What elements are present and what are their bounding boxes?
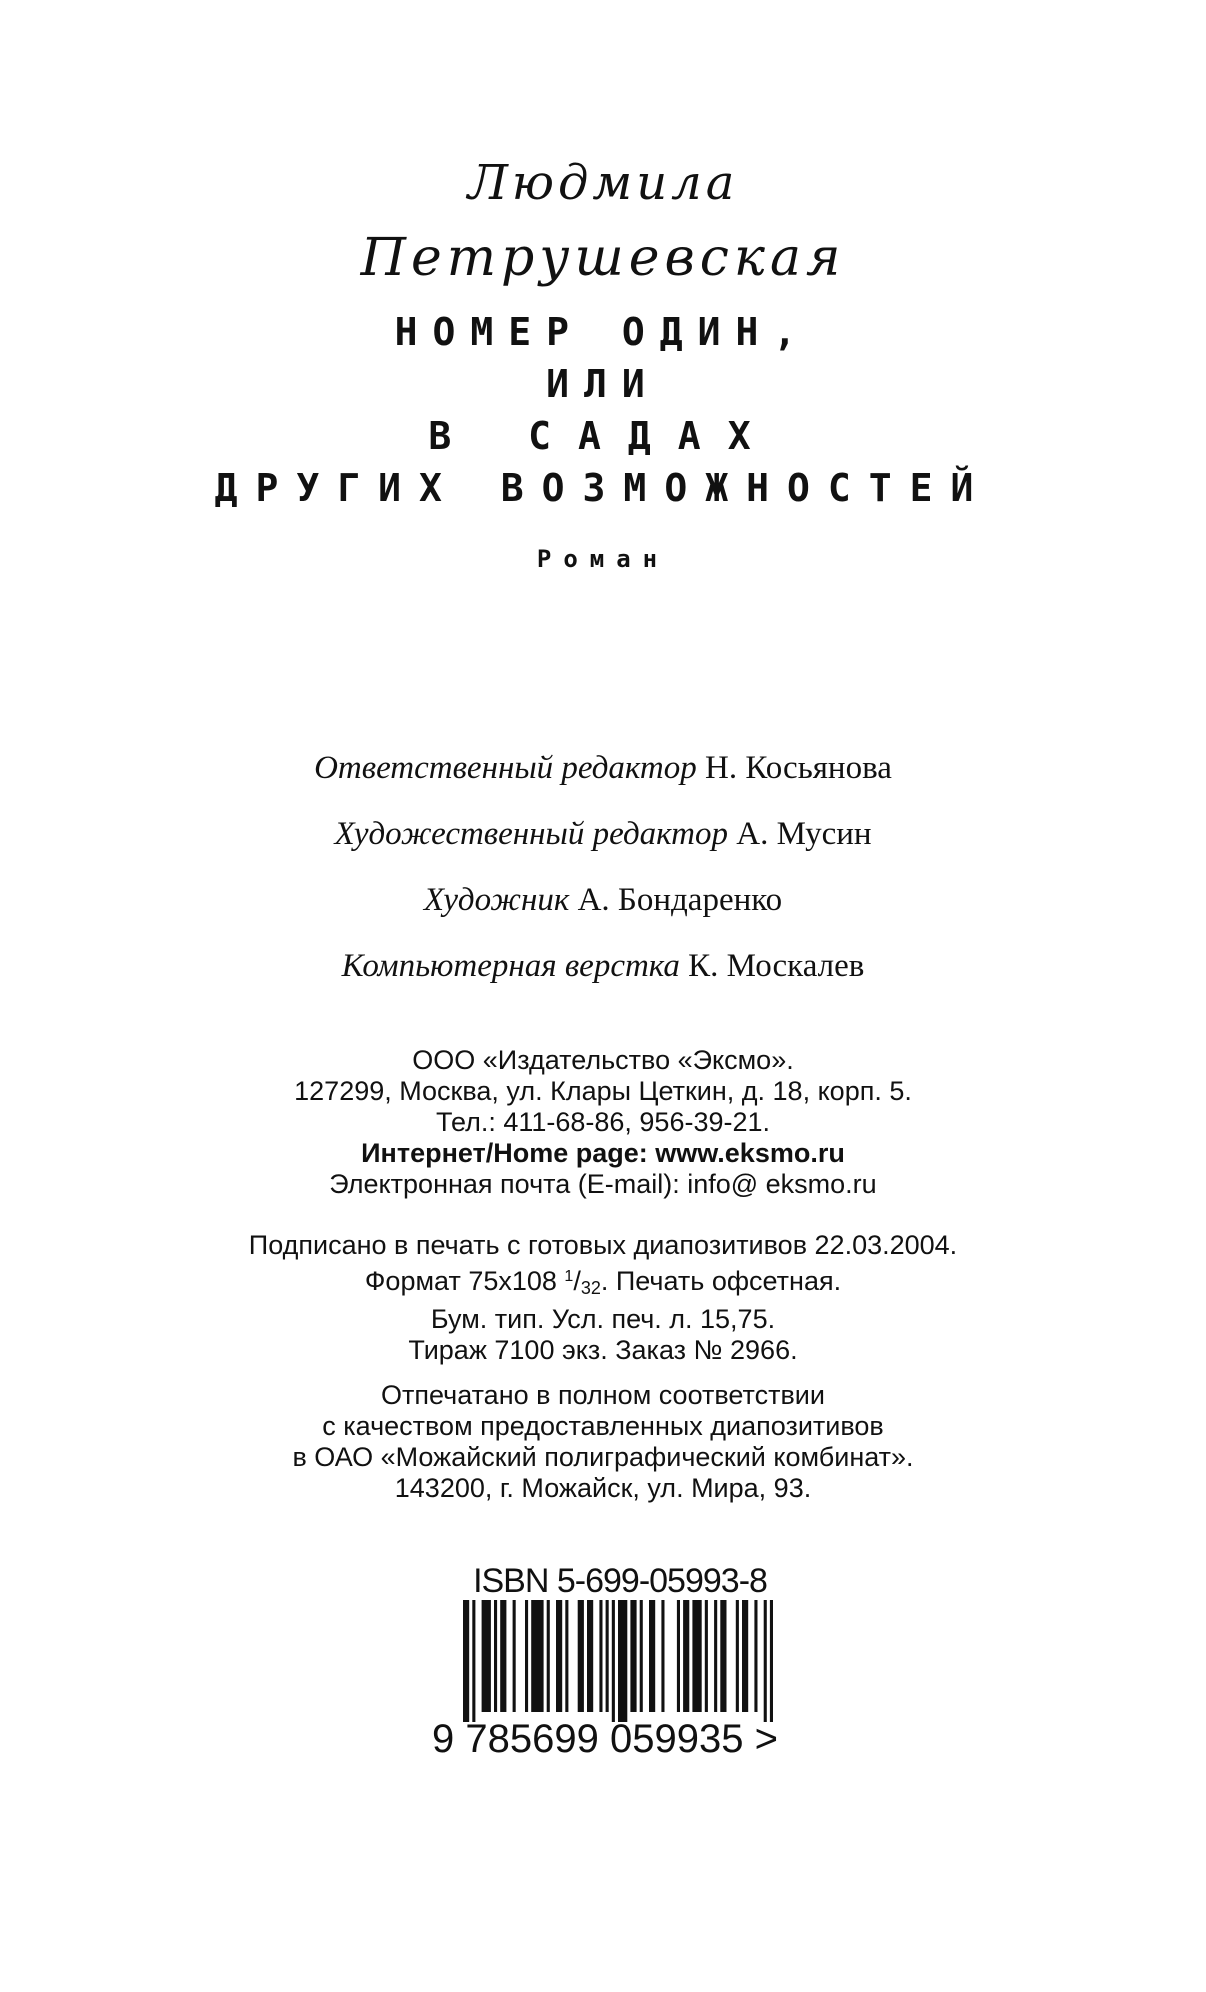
publisher-email: Электронная почта (E-mail): info@ eksmo.ru [329,1169,877,1199]
barcode-bar [649,1600,655,1712]
barcode-bar [463,1600,469,1722]
genre-label: Роман [536,545,670,573]
barcode-bar [714,1600,717,1712]
barcode-bar [482,1600,491,1712]
credit-name: Н. Косьянова [705,750,892,786]
publisher-name: ООО «Издательство «Эксмо». [412,1045,794,1075]
isbn-label: ISBN 5-699-05993-8 [473,1562,767,1600]
print-signed: Подписано в печать с готовых диапозитивов 22.03.2004. [248,1230,958,1260]
printer-block [0,1380,1206,1504]
barcode-bar [630,1600,636,1712]
ean-first-digit: 9 [432,1717,455,1761]
barcode-bar [618,1600,627,1722]
printer-line-1: Отпечатано в полном соответствии [381,1380,825,1410]
format-denominator: 32 [580,1278,601,1298]
credit-role: Художественный редактор [334,816,728,852]
barcode-bar [677,1600,680,1712]
barcode-bar [531,1600,543,1712]
barcode-bar [692,1600,701,1712]
format-prefix: Формат 75x108 [364,1266,565,1296]
credit-role: Компьютерная верстка [341,948,680,984]
title-line-2: ИЛИ [546,362,660,406]
publisher-phone: Тел.: 411-68-86, 956-39-21. [435,1107,771,1137]
barcode-bar [736,1600,739,1712]
barcode-bar [578,1600,584,1712]
barcode-bar [661,1600,664,1712]
format-suffix: . Печать офсетная. [600,1266,842,1296]
author-last-name: Петрушевская [360,228,846,288]
credit-artist [0,882,1206,919]
format-numerator: 1 [564,1268,574,1285]
credit-name: А. Мусин [736,816,872,852]
ean-arrow: > [754,1717,778,1761]
barcode-bar [525,1600,528,1712]
barcode-bar [742,1600,748,1712]
barcode-bar [754,1600,757,1712]
author-first-name: Людмила [467,155,739,211]
printer-line-3: в ОАО «Можайский полиграфический комбинат». [292,1442,914,1472]
title-line-1: НОМЕР ОДИН, [394,310,812,354]
publisher-block [0,1045,1206,1200]
barcode-bar [640,1600,643,1712]
barcode-bar [705,1600,708,1712]
print-format: Формат 75x108 $^1/_{32}$. Печать офсетная. [364,1266,842,1298]
credit-name: А. Бондаренко [577,882,783,918]
barcode-bar [565,1600,568,1712]
printer-line-2: с качеством предоставленных диапозитивов [322,1411,884,1441]
publisher-address: 127299, Москва, ул. Клары Цеткин, д. 18, корп. 5. [294,1076,912,1106]
barcode-bar [606,1600,609,1712]
barcode-bar [472,1600,475,1722]
credit-name: К. Москалев [688,948,865,984]
barcode-bar [587,1600,593,1712]
barcode-bar [720,1600,726,1712]
barcode-bar [513,1600,516,1712]
barcode-image [463,1600,773,1722]
barcode-bar [612,1600,615,1722]
credit-art-editor [0,816,1206,853]
title-line-3: В САДАХ [428,414,778,458]
barcode-bar [556,1600,562,1712]
barcode-bar [547,1600,550,1712]
ean-right-group: 059935 [609,1717,744,1761]
credit-layout [0,948,1206,985]
credit-role: Художник [423,882,570,918]
barcode-bar [494,1600,497,1712]
print-run: Тираж 7100 экз. Заказ № 2966. [408,1335,798,1365]
print-paper: Бум. тип. Усл. печ. л. 15,75. [430,1304,776,1334]
barcode-bar [599,1600,602,1712]
barcode-bar [500,1600,506,1712]
title-line-4: ДРУГИХ ВОЗМОЖНОСТЕЙ [214,466,992,510]
barcode-bar [764,1600,767,1722]
barcode-bar [683,1600,689,1712]
printer-line-4: 143200, г. Можайск, ул. Мира, 93. [394,1473,812,1503]
print-specs-block [0,1230,1206,1366]
credit-responsible-editor [0,750,1206,787]
credit-role: Ответственный редактор [314,750,697,786]
ean-digits [432,1717,812,1762]
ean-left-group: 785699 [465,1717,599,1761]
barcode-bar [770,1600,773,1722]
publisher-homepage: Интернет/Home page: www.eksmo.ru [361,1138,845,1168]
